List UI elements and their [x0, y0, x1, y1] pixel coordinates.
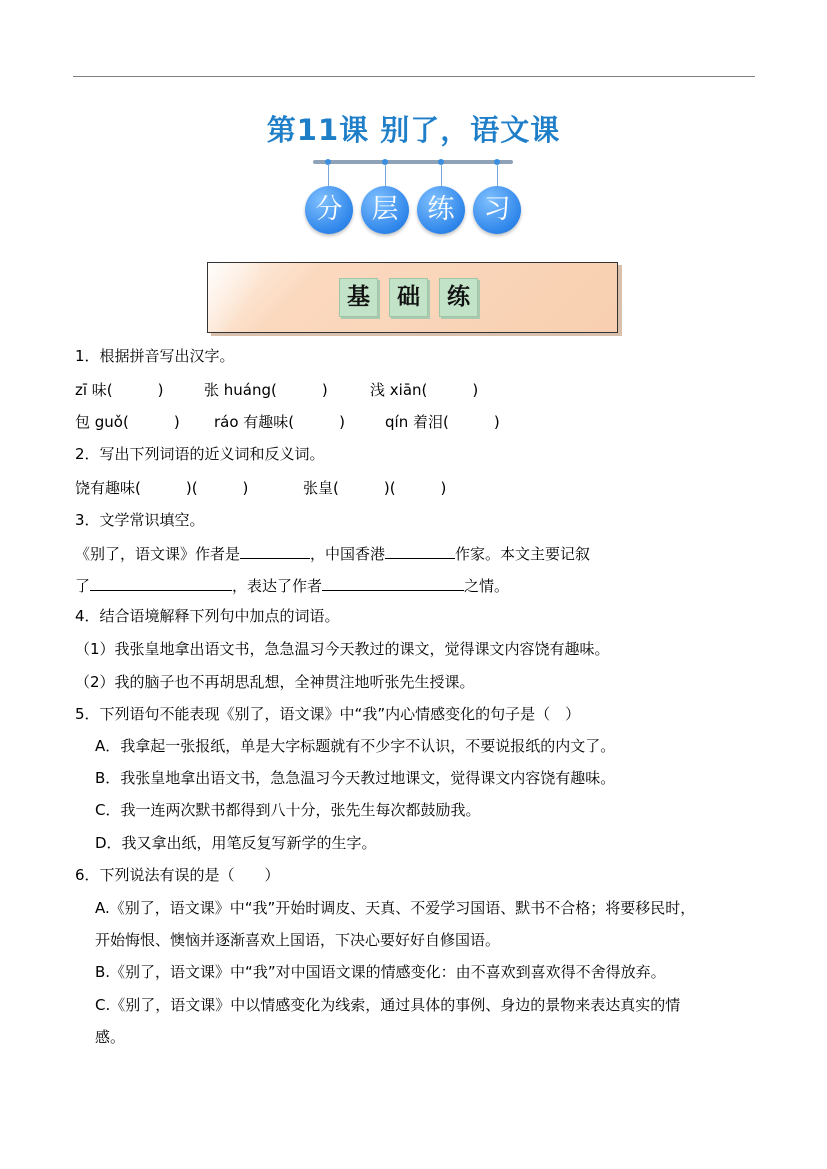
- fill-blank[interactable]: [385, 542, 455, 559]
- q3-line-1: [75, 542, 590, 564]
- fill-blank[interactable]: [90, 574, 232, 591]
- q1-item: ráo 有趣味( ): [214, 413, 346, 431]
- header-rule: [73, 76, 755, 77]
- decorative-stem: [385, 164, 386, 186]
- q3-line-2: [75, 574, 509, 596]
- question-2-stem: 2．写出下列词语的近义词和反义词。: [75, 445, 325, 463]
- q1-item: zī 味( ): [75, 381, 164, 399]
- decorative-stem: [441, 164, 442, 186]
- fill-blank[interactable]: [240, 542, 310, 559]
- q3-text: 了: [75, 577, 91, 595]
- subtitle-bubble: 分: [305, 186, 353, 234]
- lesson-title: 第11课 别了，语文课: [266, 113, 561, 147]
- question-5-stem: 5．下列语句不能表现《别了，语文课》中“我”内心情感变化的句子是（ ）: [75, 705, 581, 723]
- subtitle-bubble: 层: [361, 186, 409, 234]
- q3-text: 《别了，语文课》作者是: [75, 545, 241, 563]
- question-3-stem: 3．文学常识填空。: [75, 511, 205, 529]
- q3-text: ，中国香港: [310, 545, 386, 563]
- q1-item: qín 着泪( ): [385, 413, 500, 431]
- q6-option-b: B.《别了，语文课》中“我”对中国语文课的情感变化：由不喜欢到喜欢得不舍得放弃。: [95, 963, 666, 981]
- q2-item: 张皇( )( ): [303, 479, 447, 497]
- q1-item: 张 huáng( ): [204, 381, 328, 399]
- decorative-stem: [328, 164, 329, 186]
- subtitle-bubble: 习: [473, 186, 521, 234]
- q3-text: ，表达了作者: [232, 577, 323, 595]
- q3-text: 之情。: [464, 577, 510, 595]
- section-heading-char: 练: [439, 278, 478, 317]
- q3-text: 作家。本文主要记叙: [455, 545, 591, 563]
- question-1-stem: 1．根据拼音写出汉字。: [75, 347, 235, 365]
- q6-option-a-cont: 开始悔恨、懊恼并逐渐喜欢上国语，下决心要好好自修国语。: [95, 931, 501, 949]
- q5-option-c: C．我一连两次默书都得到八十分，张先生每次都鼓励我。: [95, 801, 481, 819]
- decorative-bar: [313, 160, 513, 164]
- decorative-stem: [497, 164, 498, 186]
- question-4-stem: 4．结合语境解释下列句中加点的词语。: [75, 607, 340, 625]
- q5-option-b: B．我张皇地拿出语文书，急急温习今天教过地课文，觉得课文内容饶有趣味。: [95, 769, 616, 787]
- q5-option-d: D．我又拿出纸，用笔反复写新学的生字。: [95, 834, 377, 852]
- q6-option-c-cont: 感。: [95, 1028, 126, 1046]
- q4-item: （1）我张皇地拿出语文书，急急温习今天教过的课文，觉得课文内容饶有趣味。: [75, 640, 610, 658]
- q2-item: 饶有趣味( )( ): [75, 479, 249, 497]
- section-heading-char: 础: [389, 278, 428, 317]
- q4-item: （2）我的脑子也不再胡思乱想，全神贯注地听张先生授课。: [75, 673, 475, 691]
- section-heading-char: 基: [339, 278, 378, 317]
- section-heading-box: [207, 262, 618, 333]
- q1-item: 浅 xiān( ): [370, 381, 479, 399]
- section-heading: [339, 278, 478, 317]
- q6-option-c: C.《别了，语文课》中以情感变化为线索，通过具体的事例、身边的景物来表达真实的情: [95, 996, 681, 1014]
- q6-option-a: A.《别了，语文课》中“我”开始时调皮、天真、不爱学习国语、默书不合格；将要移民时，: [95, 899, 696, 917]
- q5-option-a: A．我拿起一张报纸，单是大字标题就有不少字不认识，不要说报纸的内文了。: [95, 737, 616, 755]
- fill-blank[interactable]: [322, 574, 464, 591]
- subtitle-bubble: 练: [417, 186, 465, 234]
- q1-item: 包 guǒ( ): [75, 413, 180, 431]
- question-6-stem: 6．下列说法有误的是（ ）: [75, 866, 280, 884]
